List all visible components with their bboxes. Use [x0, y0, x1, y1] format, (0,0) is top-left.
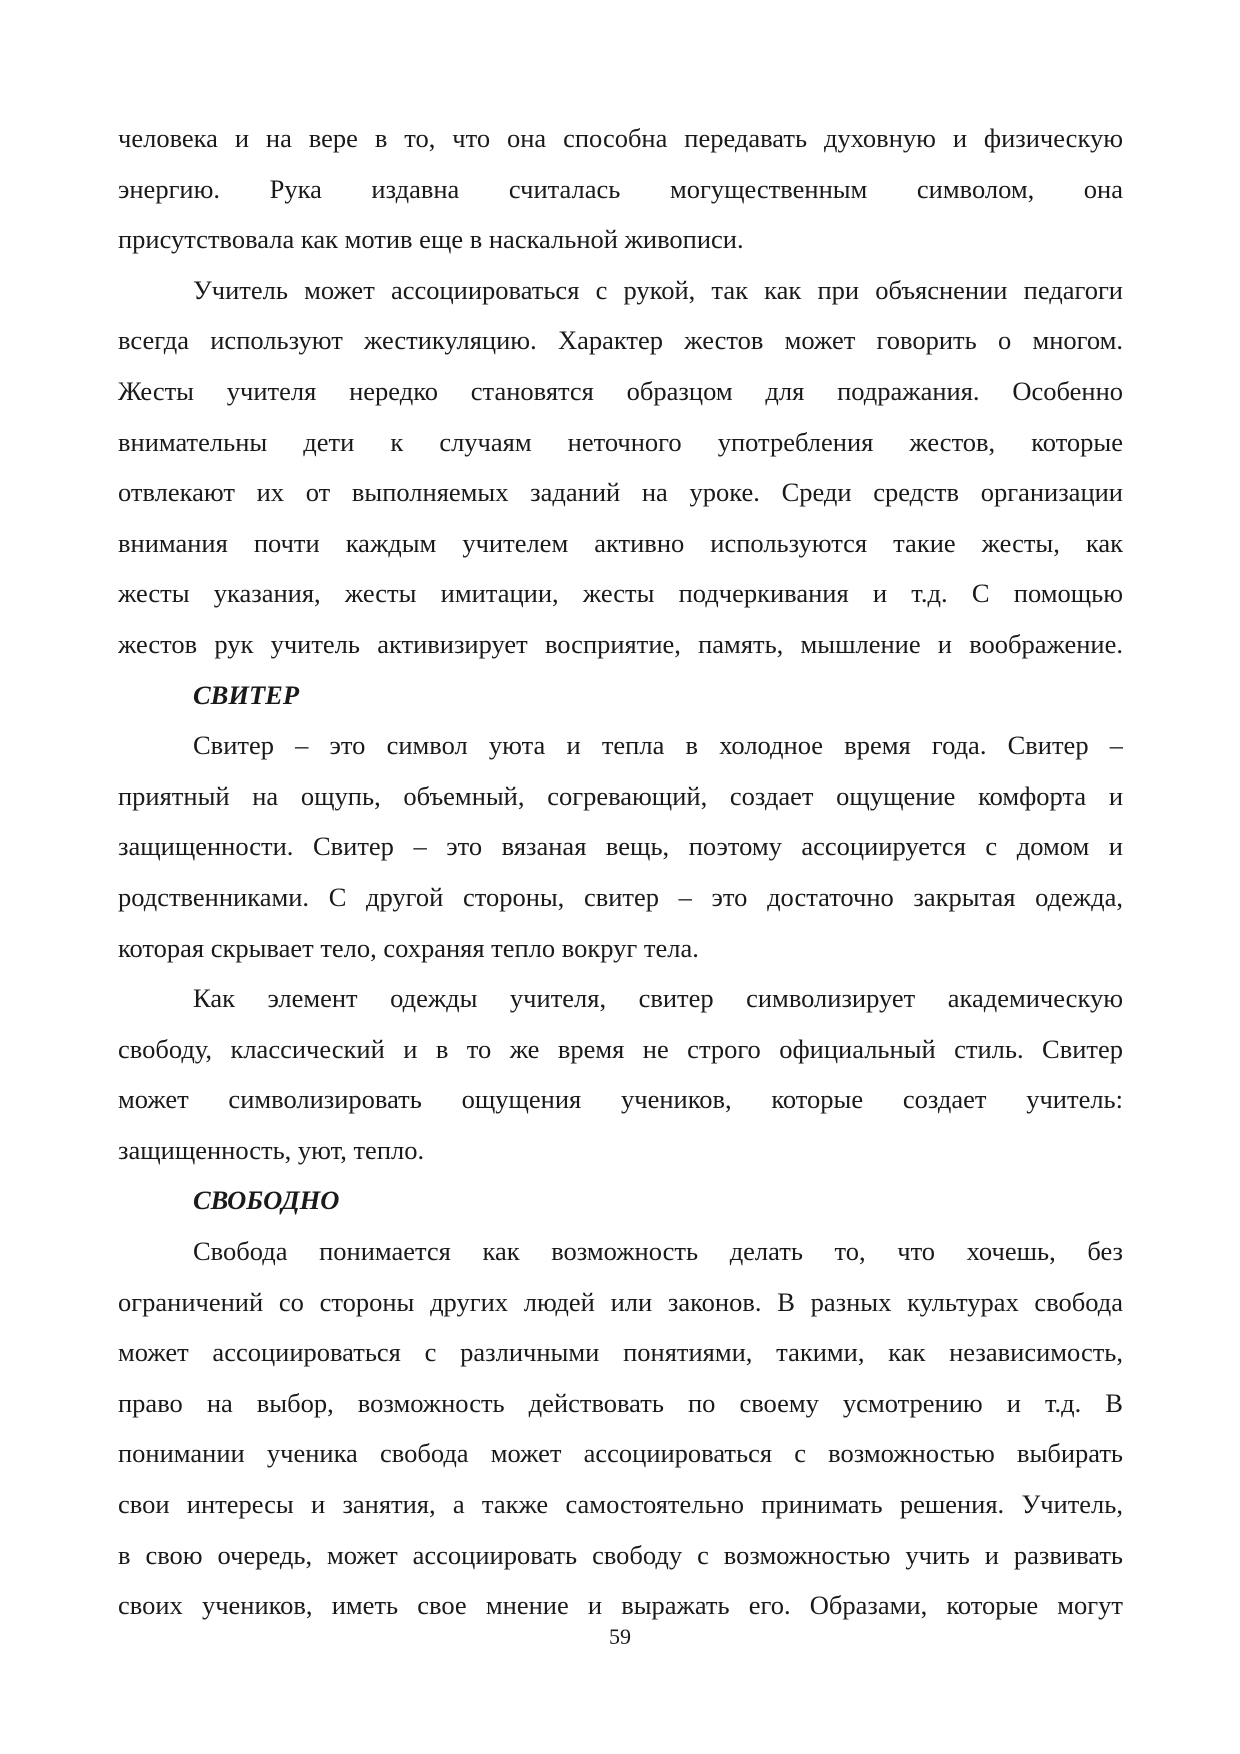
text-line: может ассоциироваться с различными понятиями, такими, как независимость, — [118, 1337, 1123, 1368]
text-line: защищенности. Свитер – это вязаная вещь, поэтому ассоциируется с домом и — [118, 831, 1123, 862]
text-line: в свою очередь, может ассоциировать свободу с возможностью учить и развивать — [118, 1539, 1123, 1570]
text-line: отвлекают их от выполняемых заданий на уроке. Среди средств организации — [118, 477, 1123, 508]
text-body — [118, 113, 1123, 1631]
text-line: Свобода понимается как возможность делать то, что хочешь, без — [193, 1236, 1123, 1267]
section-heading: СВИТЕР — [193, 679, 300, 710]
text-line: своих учеников, иметь свое мнение и выражать его. Образами, которые могут — [118, 1590, 1123, 1621]
text-line: право на выбор, возможность действовать по своему усмотрению и т.д. В — [118, 1387, 1123, 1418]
page-number: 59 — [609, 1624, 631, 1649]
text-line: Как элемент одежды учителя, свитер символизирует академическую — [193, 983, 1123, 1014]
text-line: свои интересы и занятия, а также самостоятельно принимать решения. Учитель, — [118, 1489, 1123, 1520]
text-line: Учитель может ассоциироваться с рукой, так как при объяснении педагоги — [193, 274, 1123, 305]
text-line: защищенность, уют, тепло. — [118, 1134, 425, 1165]
text-line: жесты указания, жесты имитации, жесты подчеркивания и т.д. С помощью — [118, 578, 1123, 609]
text-line: может символизировать ощущения учеников, которые создает учитель: — [118, 1084, 1123, 1115]
text-line: которая скрывает тело, сохраняя тепло вокруг тела. — [118, 932, 699, 963]
text-line: Жесты учителя нередко становятся образцом для подражания. Особенно — [118, 375, 1123, 406]
text-line: энергию. Рука издавна считалась могущественным символом, она — [118, 173, 1123, 204]
text-line: приятный на ощупь, объемный, согревающий, создает ощущение комфорта и — [118, 780, 1123, 811]
text-line: свободу, классический и в то же время не строго официальный стиль. Свитер — [118, 1033, 1123, 1064]
text-line: ограничений со стороны других людей или законов. В разных культурах свобода — [118, 1286, 1123, 1317]
text-line: родственниками. С другой стороны, свитер – это достаточно закрытая одежда, — [118, 881, 1123, 912]
text-line: всегда используют жестикуляцию. Характер жестов может говорить о многом. — [118, 325, 1123, 356]
text-line: Свитер – это символ уюта и тепла в холодное время года. Свитер – — [193, 730, 1123, 761]
text-line: человека и на вере в то, что она способна передавать духовную и физическую — [118, 123, 1123, 153]
text-line: внимательны дети к случаям неточного употребления жестов, которые — [118, 426, 1123, 457]
text-line: присутствовала как мотив еще в наскальной живописи. — [118, 224, 744, 255]
text-line: внимания почти каждым учителем активно используются такие жесты, как — [118, 527, 1123, 558]
section-heading: СВОБОДНО — [193, 1185, 340, 1216]
text-line: понимании ученика свобода может ассоциироваться с возможностью выбирать — [118, 1438, 1123, 1469]
text-line: жестов рук учитель активизирует восприятие, память, мышление и воображение. — [118, 628, 1123, 659]
